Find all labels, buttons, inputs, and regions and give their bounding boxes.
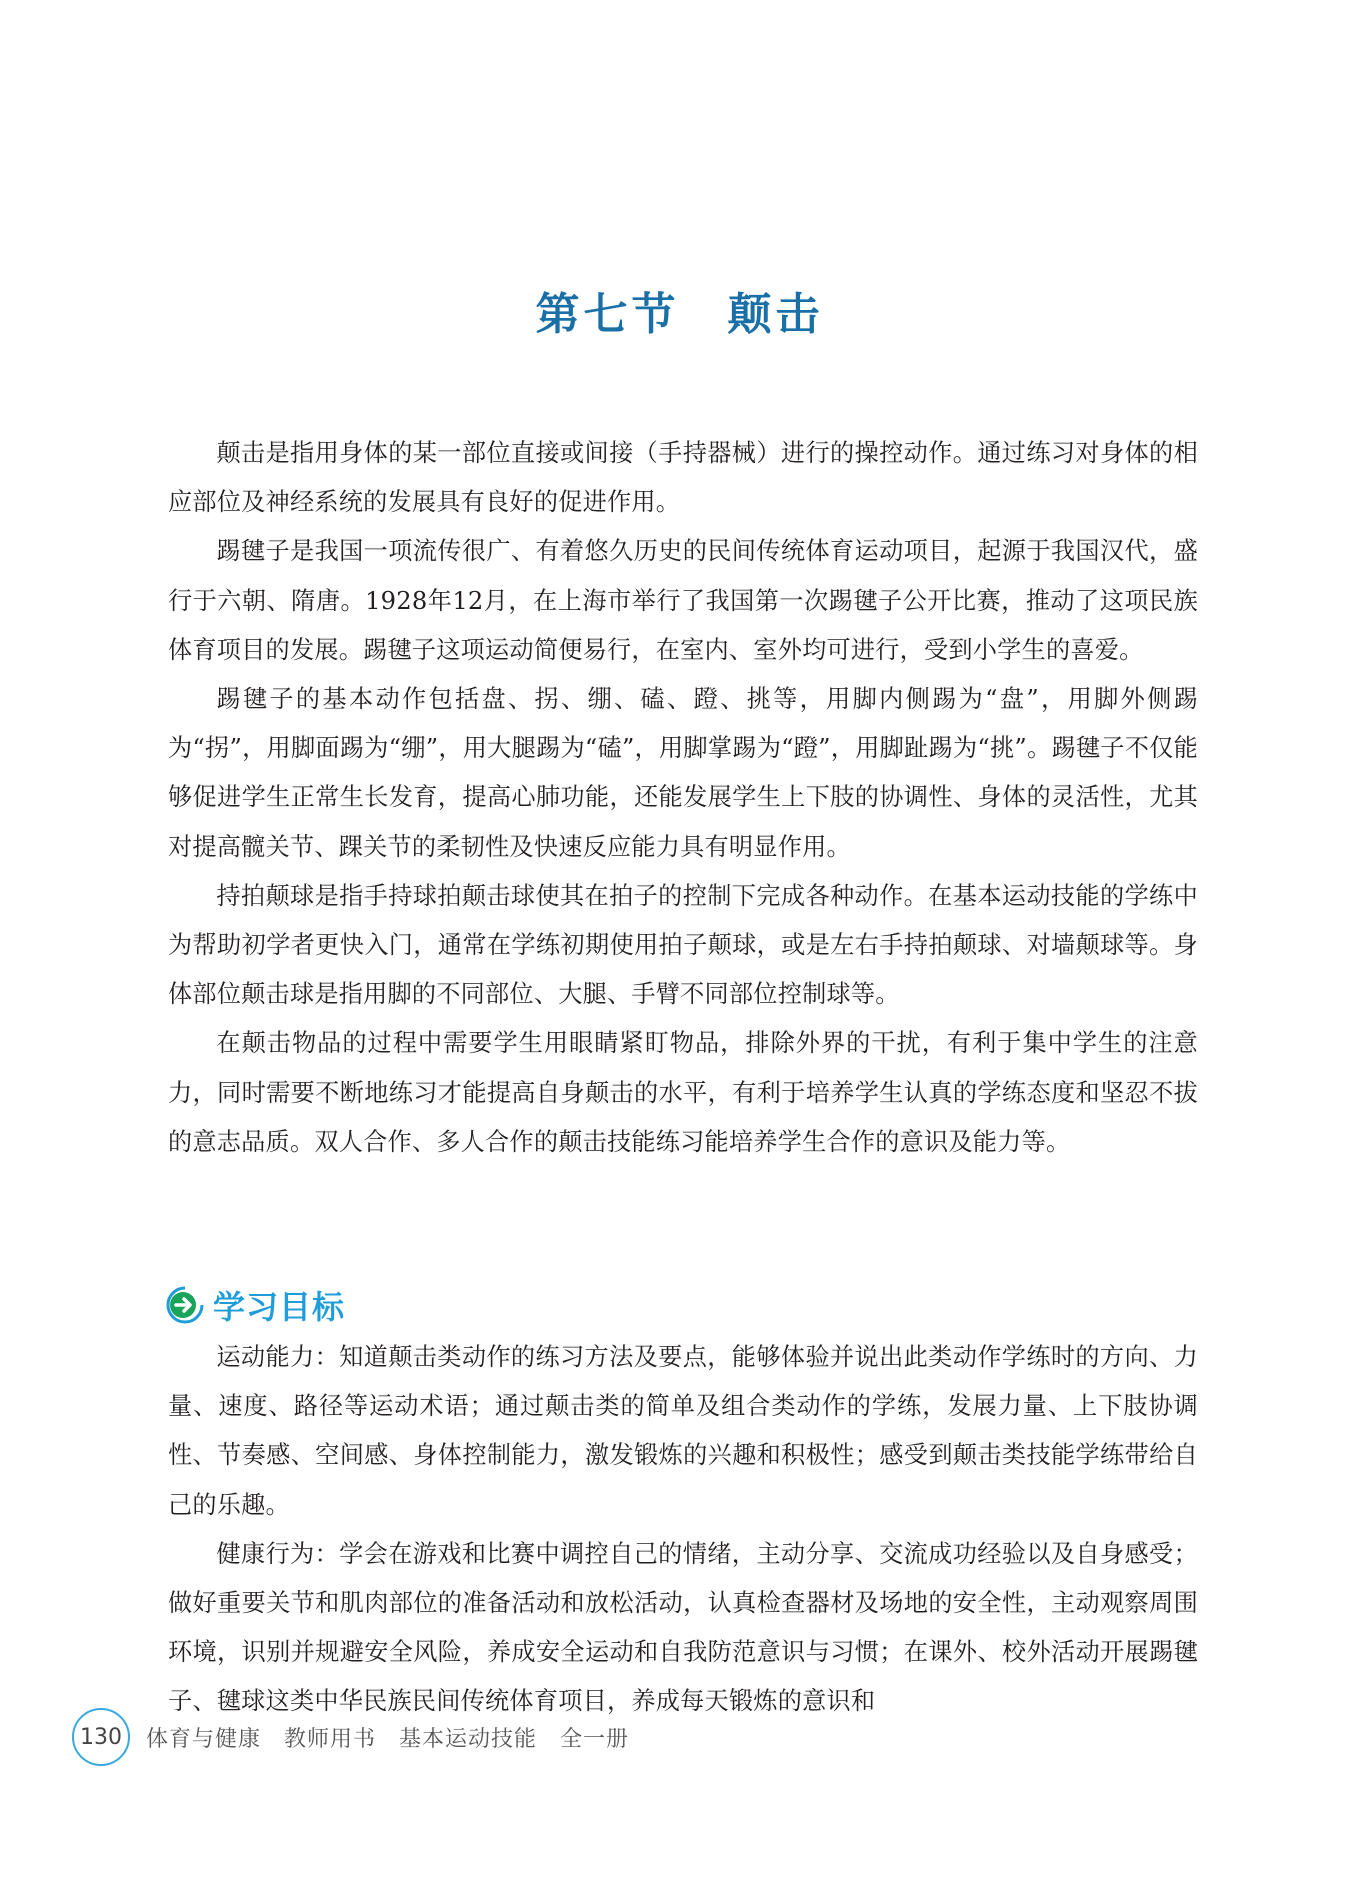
paragraph: 在颠击物品的过程中需要学生用眼睛紧盯物品，排除外界的干扰，有利于集中学生的注意力，同时需要不断地练习才能提高自身颠击的水平，有利于培养学生认真的学练态度和坚忍不拔的意志品质。双人合作、多人合作的颠击技能练习能培养学生合作的意识及能力等。 (168, 1029, 1198, 1156)
paragraph: 健康行为：学会在游戏和比赛中调控自己的情绪，主动分享、交流成功经验以及自身感受；做好重要关节和肌肉部位的准备活动和放松活动，认真检查器材及场地的安全性，主动观察周围环境，识别并规避安全风险，养成安全运动和自我防范意识与习惯；在课外、校外活动开展踢毽子、毽球这类中华民族民间传统体育项目，养成每天锻炼的意识和 (168, 1539, 1198, 1716)
book-info: 体育与健康 教师用书 基本运动技能 全一册 (146, 1726, 630, 1752)
page-footer (72, 1708, 629, 1766)
page-number: 130 (72, 1708, 130, 1766)
arrow-right-circle-icon (165, 1285, 205, 1325)
paragraph: 踢毽子是我国一项流传很广、有着悠久历史的民间传统体育运动项目，起源于我国汉代，盛行于六朝、隋唐。1928年12月，在上海市举行了我国第一次踢毽子公开比赛，推动了这项民族体育项目的发展。踢毽子这项运动简便易行，在室内、室外均可进行，受到小学生的喜爱。 (168, 537, 1198, 664)
paragraph: 颠击是指用身体的某一部位直接或间接（手持器械）进行的操控动作。通过练习对身体的相应部位及神经系统的发展具有良好的促进作用。 (168, 439, 1198, 517)
paragraph: 持拍颠球是指手持球拍颠击球使其在拍子的控制下完成各种动作。在基本运动技能的学练中为帮助初学者更快入门，通常在学练初期使用拍子颠球，或是左右手持拍颠球、对墙颠球等。身体部位颠击球是指用脚的不同部位、大腿、手臂不同部位控制球等。 (168, 881, 1198, 1009)
paragraph: 踢毽子的基本动作包括盘、拐、绷、磕、蹬、挑等，用脚内侧踢为“盘”，用脚外侧踢为“拐”，用脚面踢为“绷”，用大腿踢为“磕”，用脚掌踢为“蹬”，用脚趾踢为“挑”。踢毽子不仅能够促进学生正常生长发育，提高心肺功能，还能发展学生上下肢的协调性、身体的灵活性，尤其对提高髋关节、踝关节的柔韧性及快速反应能力具有明显作用。 (168, 685, 1198, 861)
intro-text (168, 429, 1198, 1167)
learning-goals-text (168, 1333, 1198, 1727)
paragraph: 运动能力：知道颠击类动作的练习方法及要点，能够体验并说出此类动作学练时的方向、力量、速度、路径等运动术语；通过颠击类的简单及组合类动作的学练，发展力量、上下肢协调性、节奏感、空间感、身体控制能力，激发锻炼的兴趣和积极性；感受到颠击类技能学练带给自己的乐趣。 (168, 1343, 1198, 1519)
learning-goals-title: 学习目标 (213, 1288, 346, 1326)
section-title: 第七节 颠击 (535, 289, 824, 340)
learning-goals-heading (165, 1283, 345, 1327)
